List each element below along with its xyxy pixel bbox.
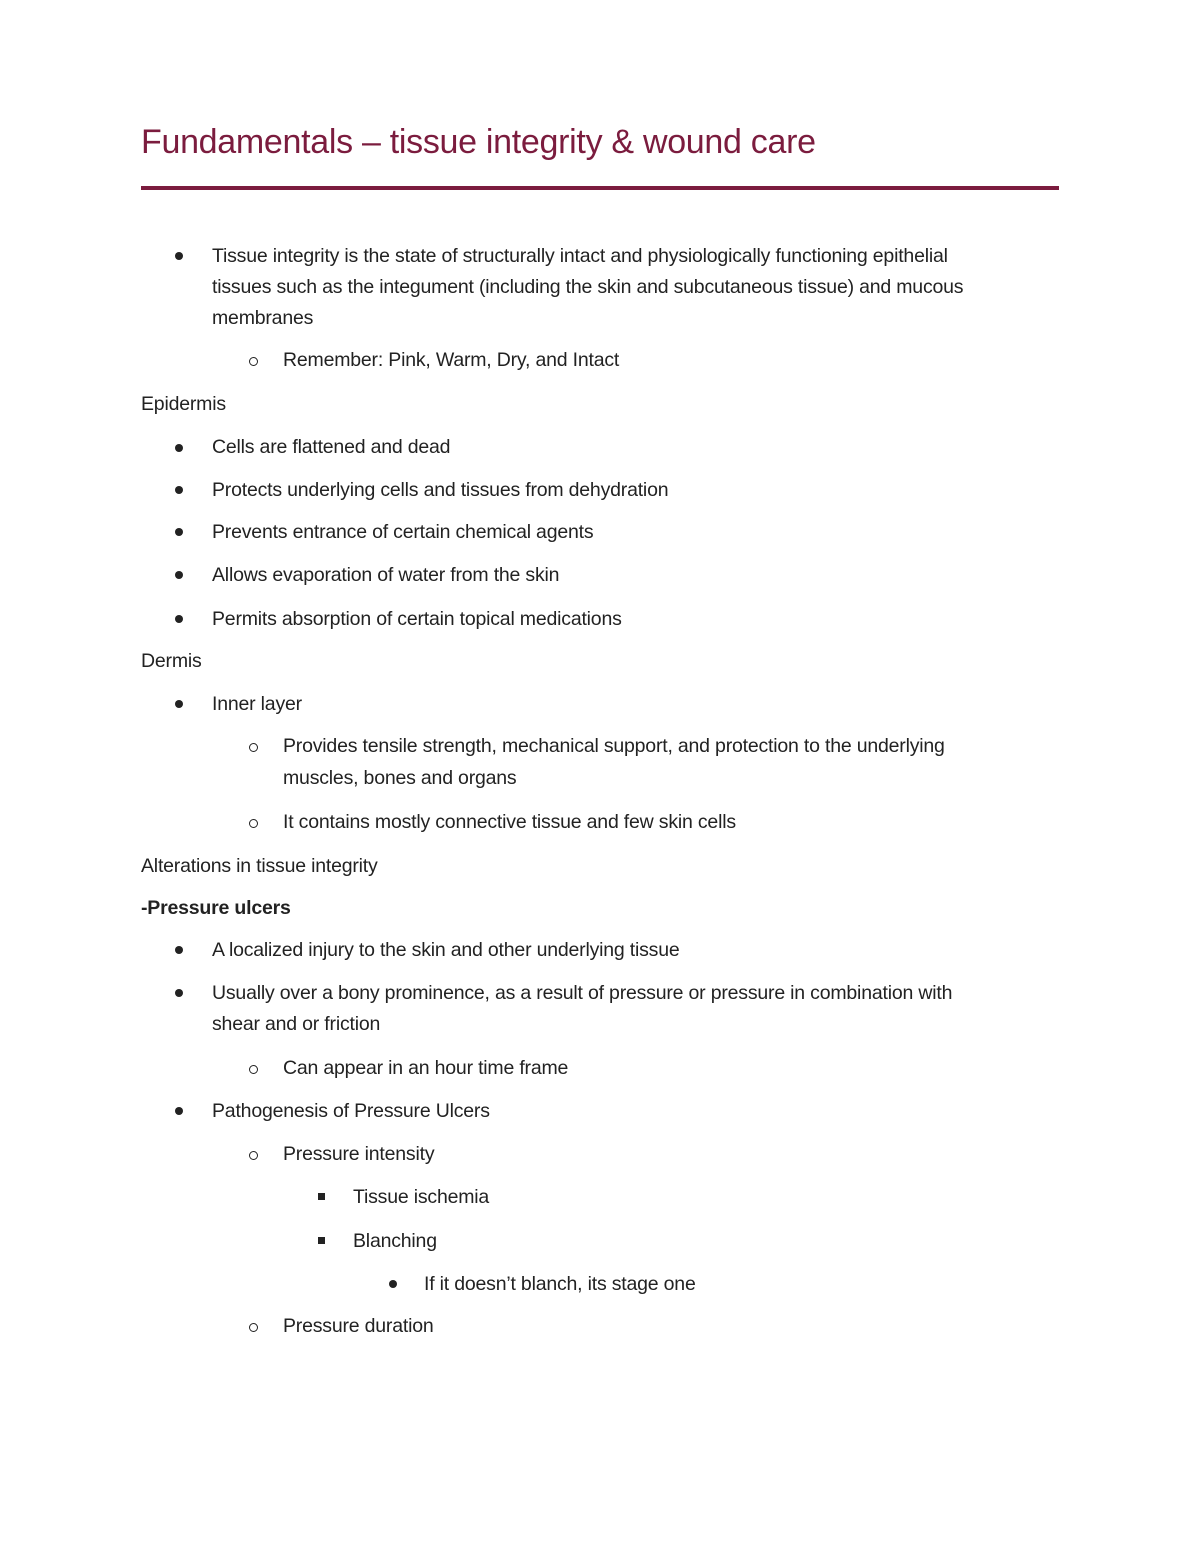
ulcer-item-1: A localized injury to the skin and other underlying tissue bbox=[212, 939, 680, 961]
bullet-disc-icon bbox=[175, 946, 183, 954]
blanching: Blanching bbox=[353, 1230, 437, 1252]
epidermis-item: Protects underlying cells and tissues from dehydration bbox=[212, 479, 669, 501]
dermis-sub-2: It contains mostly connective tissue and few skin cells bbox=[283, 811, 736, 833]
intro-line-1: Tissue integrity is the state of structurally intact and physiologically functioning epithelial bbox=[212, 245, 948, 267]
dermis-sub-line-2: muscles, bones and organs bbox=[283, 767, 517, 789]
dermis-item: Inner layer bbox=[212, 693, 302, 715]
bullet-square-icon bbox=[318, 1237, 325, 1244]
bullet-disc-icon bbox=[175, 989, 183, 997]
bullet-disc-icon bbox=[175, 252, 183, 260]
bullet-disc-icon bbox=[175, 571, 183, 579]
ulcer-item-2-line-2: shear and or friction bbox=[212, 1013, 381, 1035]
bullet-circle-icon bbox=[249, 1065, 258, 1074]
subheading-pressure-ulcers: -Pressure ulcers bbox=[141, 897, 291, 919]
epidermis-item: Allows evaporation of water from the skin bbox=[212, 564, 560, 586]
bullet-disc-icon bbox=[175, 486, 183, 494]
heading-alterations: Alterations in tissue integrity bbox=[141, 855, 378, 877]
epidermis-item: Cells are flattened and dead bbox=[212, 436, 451, 458]
bullet-circle-icon bbox=[249, 357, 258, 366]
pressure-intensity: Pressure intensity bbox=[283, 1143, 435, 1165]
stage-one-note: If it doesn’t blanch, its stage one bbox=[424, 1273, 696, 1295]
document-title: Fundamentals – tissue integrity & wound care bbox=[141, 123, 816, 161]
bullet-square-icon bbox=[318, 1193, 325, 1200]
epidermis-item: Permits absorption of certain topical medications bbox=[212, 608, 622, 630]
bullet-disc-icon bbox=[175, 700, 183, 708]
ulcer-item-2-sub: Can appear in an hour time frame bbox=[283, 1057, 569, 1079]
bullet-circle-icon bbox=[249, 1323, 258, 1332]
bullet-disc-icon bbox=[175, 1107, 183, 1115]
pressure-duration: Pressure duration bbox=[283, 1315, 434, 1337]
ulcer-item-3: Pathogenesis of Pressure Ulcers bbox=[212, 1100, 490, 1122]
bullet-disc-icon bbox=[389, 1280, 397, 1288]
heading-dermis: Dermis bbox=[141, 650, 202, 672]
intro-remember: Remember: Pink, Warm, Dry, and Intact bbox=[283, 349, 620, 371]
dermis-sub-line-1: Provides tensile strength, mechanical support, and protection to the underlying bbox=[283, 735, 945, 757]
intro-line-2: tissues such as the integument (including the skin and subcutaneous tissue) and mucous bbox=[212, 276, 964, 298]
epidermis-item: Prevents entrance of certain chemical agents bbox=[212, 521, 594, 543]
intro-line-3: membranes bbox=[212, 307, 314, 329]
bullet-disc-icon bbox=[175, 444, 183, 452]
bullet-circle-icon bbox=[249, 1151, 258, 1160]
heading-epidermis: Epidermis bbox=[141, 393, 226, 415]
bullet-disc-icon bbox=[175, 528, 183, 536]
ulcer-item-2-line-1: Usually over a bony prominence, as a result of pressure or pressure in combination with bbox=[212, 982, 953, 1004]
bullet-circle-icon bbox=[249, 743, 258, 752]
bullet-circle-icon bbox=[249, 819, 258, 828]
tissue-ischemia: Tissue ischemia bbox=[353, 1186, 490, 1208]
bullet-disc-icon bbox=[175, 615, 183, 623]
title-divider bbox=[141, 186, 1059, 190]
